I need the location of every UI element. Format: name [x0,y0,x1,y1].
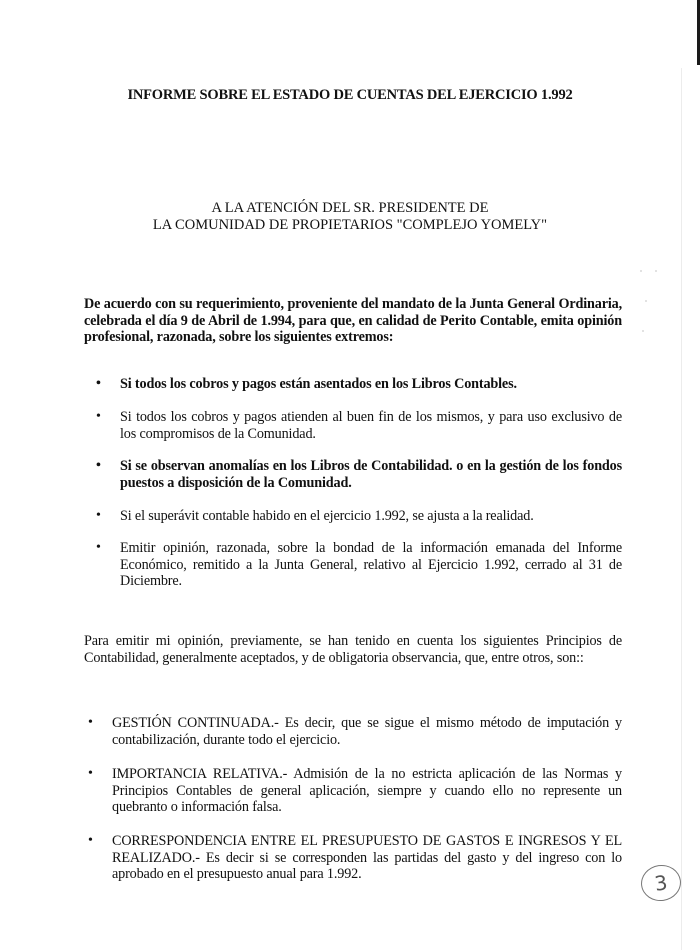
list-item-text: Si se observan anomalías en los Libros de Contabilidad. o en la gestión de los fondos puestos a disposición de la Comunidad. [120,458,622,491]
principles-intro-paragraph: Para emitir mi opinión, previamente, se han tenido en cuenta los siguientes Principios de Contabilidad, generalmente aceptados, y de obligatoria observancia, que, entre otros, son:: [84,633,622,666]
list-item [96,458,622,491]
principle-text: Admisión de la no estricta aplicación de las Normas y Principios Contables de general aplicación, siempre y cuando ello no represente un quebranto o información falsa. [112,766,622,815]
list-item [96,508,622,525]
principle-text: Es decir, que se sigue el mismo método de imputación y contabilización, durante todo el ejercicio. [112,715,622,748]
list-item [88,766,622,816]
intro-paragraph: De acuerdo con su requerimiento, proveniente del mandato de la Junta General Ordinaria, celebrada el día 9 de Abril de 1.994, para que, en calidad de Perito Contable, emita opinión profesional, razonada, sobre los siguientes extremos: [84,296,622,345]
principle-heading: IMPORTANCIA RELATIVA.- [112,766,288,782]
list-item [88,715,622,748]
scan-noise [640,270,642,272]
list-item-text: Si todos los cobros y pagos atienden al buen fin de los mismos, y para uso exclusivo de los compromisos de la Comunidad. [120,409,622,442]
bullet-icon: • [96,508,101,523]
scan-noise [645,300,647,302]
list-item [96,540,622,590]
addressee-block [0,200,700,234]
bullet-icon: • [96,458,101,473]
principle-heading: GESTIÓN CONTINUADA.- [112,715,279,731]
principle-text: Es decir si se corresponden las partidas del gasto y del ingreso con lo aprobado en el presupuesto anual para 1.992. [112,849,622,882]
addressee-line-2: LA COMUNIDAD DE PROPIETARIOS "COMPLEJO YOMELY" [152,217,548,233]
document-title: INFORME SOBRE EL ESTADO DE CUENTAS DEL EJERCICIO 1.992 [127,87,573,103]
list-item-text: Emitir opinión, razonada, sobre la bondad de la información emanada del Informe Económico, remitido a la Junta General, relativo al Ejercicio 1.992, cerrado al 31 de Diciembre. [120,540,622,589]
bullet-icon: • [88,833,93,848]
principle-heading: CORRESPONDENCIA ENTRE EL PRESUPUESTO DE GASTOS E INGRESOS Y EL REALIZADO.- [112,833,622,866]
list-item-text: Si el superávit contable habido en el ejercicio 1.992, se ajusta a la realidad. [120,508,534,524]
scan-noise [642,330,644,332]
bullet-icon: • [96,376,101,391]
list-item [88,833,622,883]
bullet-icon: • [88,715,93,730]
bullet-icon: • [88,766,93,781]
list-item [96,409,622,442]
bullet-icon: • [96,409,101,424]
handwritten-page-number: 3 [639,862,684,903]
list-item [96,376,622,393]
addressee-line-1: A LA ATENCIÓN DEL SR. PRESIDENTE DE [211,200,489,216]
list-item-text: Si todos los cobros y pagos están asentados en los Libros Contables. [120,376,517,392]
scan-noise [655,270,657,272]
bullet-icon: • [96,540,101,555]
